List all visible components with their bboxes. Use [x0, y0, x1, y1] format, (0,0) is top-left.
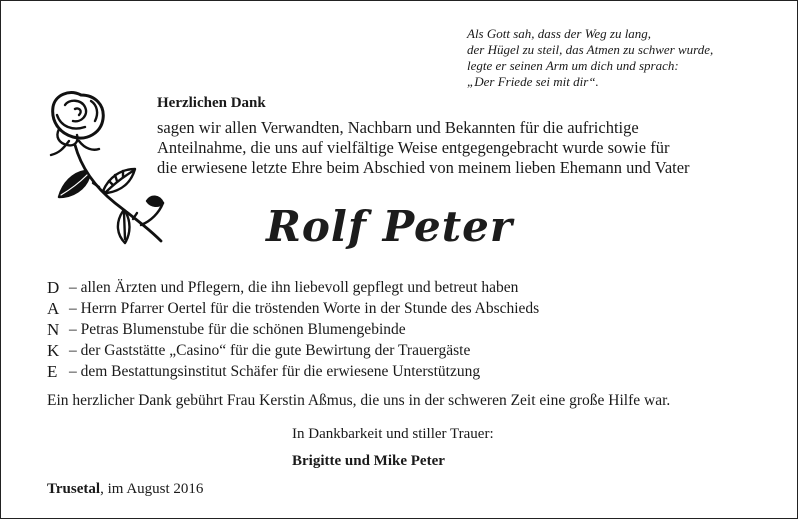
- intro-text: [157, 118, 797, 178]
- acrostic-text: – der Gaststätte „Casino“ für die gute Bewirtung der Trauergäste: [69, 342, 471, 359]
- danke-row: [47, 361, 787, 382]
- signature-names: Brigitte und Mike Peter: [292, 453, 445, 469]
- acrostic-letter: A: [47, 299, 60, 318]
- deceased-name: Rolf Peter: [266, 202, 513, 251]
- poem-line: legte er seinen Arm um dich und sprach:: [467, 58, 679, 73]
- danke-row: [47, 319, 787, 340]
- poem-line: „Der Friede sei mit dir“.: [467, 74, 599, 89]
- intro-line: sagen wir allen Verwandten, Nachbarn und Bekannten für die aufrichtige: [157, 118, 639, 137]
- acrostic-letter: D: [47, 278, 60, 297]
- acrostic-text: – allen Ärzten und Pflegern, die ihn liebevoll gepflegt und betreut haben: [69, 279, 519, 296]
- signature-intro: In Dankbarkeit und stiller Trauer:: [292, 426, 494, 442]
- danke-row: [47, 277, 787, 298]
- poem-line: der Hügel zu steil, das Atmen zu schwer wurde,: [467, 42, 714, 57]
- danke-acrostic: [47, 277, 787, 382]
- acrostic-text: – dem Bestattungsinstitut Schäfer für die erwiesene Unterstützung: [69, 363, 481, 380]
- date-text: , im August 2016: [100, 481, 204, 497]
- place-date: [47, 481, 203, 498]
- thanks-heading: Herzlichen Dank: [157, 95, 266, 111]
- intro-line: Anteilnahme, die uns auf vielfältige Weise entgegengebracht wurde sowie für: [157, 138, 670, 157]
- poem: [467, 26, 787, 90]
- danke-row: [47, 340, 787, 361]
- acrostic-text: – Petras Blumenstube für die schönen Blumengebinde: [69, 321, 406, 338]
- danke-row: [47, 298, 787, 319]
- acrostic-letter: K: [47, 341, 60, 360]
- poem-line: Als Gott sah, dass der Weg zu lang,: [467, 26, 652, 41]
- acrostic-text: – Herrn Pfarrer Oertel für die tröstenden Worte in der Stunde des Abschieds: [69, 300, 540, 317]
- intro-line: die erwiesene letzte Ehre beim Abschied von meinem lieben Ehemann und Vater: [157, 158, 690, 177]
- acrostic-letter: E: [47, 362, 58, 381]
- special-thanks: Ein herzlicher Dank gebührt Frau Kerstin Aßmus, die uns in der schweren Zeit eine große Hilfe war.: [47, 392, 671, 409]
- place-name: Trusetal: [47, 481, 101, 497]
- acrostic-letter: N: [47, 320, 60, 339]
